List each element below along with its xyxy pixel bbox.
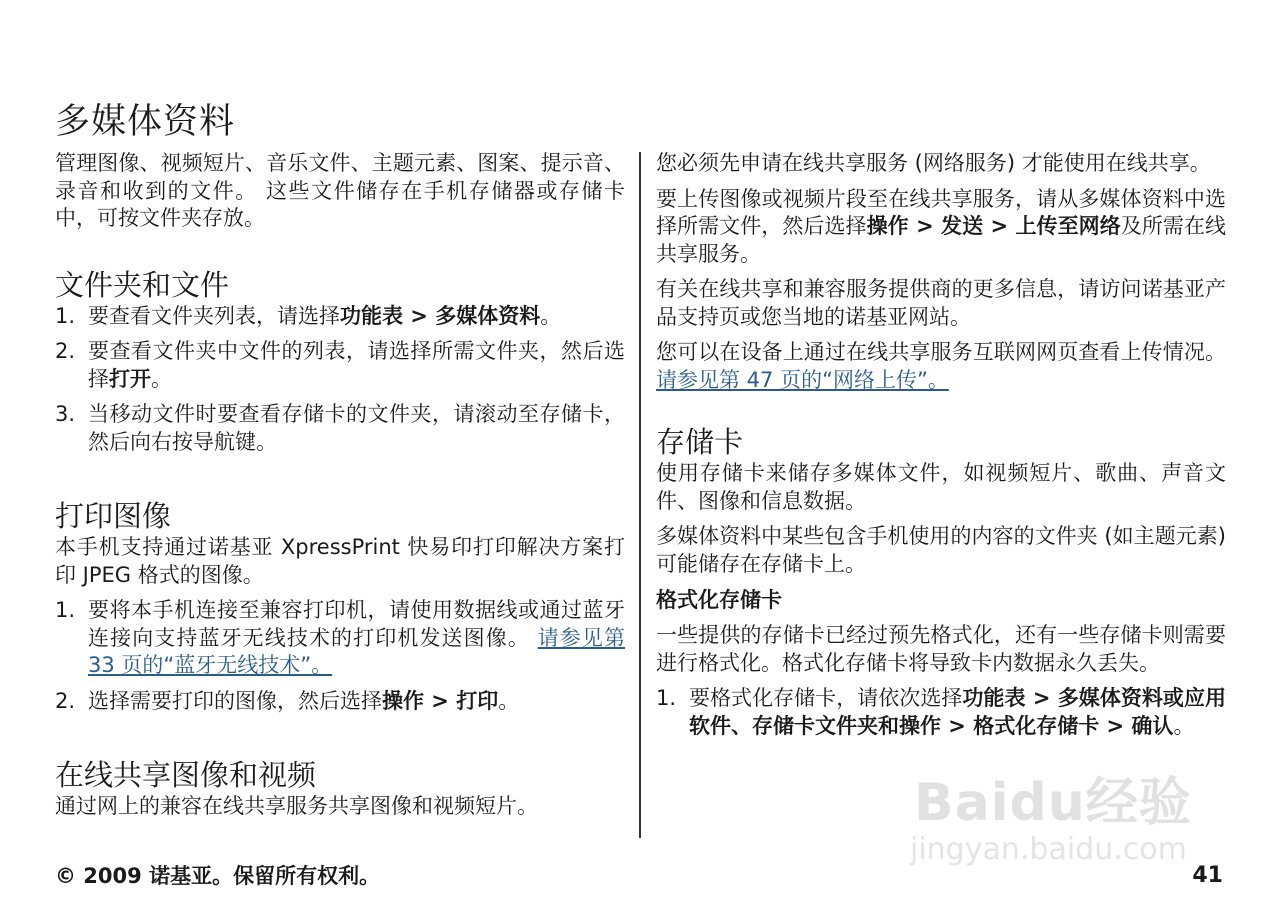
step-text: 要格式化存储卡，请依次选择 <box>689 686 963 710</box>
section-heading-folders: 文件夹和文件 <box>55 267 230 302</box>
format-paragraph: 一些提供的存储卡已经过预先格式化，还有一些存储卡则需要进行格式化。格式化存储卡将导致卡内数据永久丢失。 <box>656 623 1226 675</box>
section-heading-print: 打印图像 <box>55 499 172 533</box>
card-paragraph-2: 多媒体资料中某些包含手机使用的内容的文件夹 (如主题元素) 可能储存在存储卡上。 <box>656 524 1226 576</box>
paragraph-text: 您可以在设备上通过在线共享服务互联网网页查看上传情况。 <box>656 340 1226 364</box>
step-number: 1. <box>55 303 76 328</box>
paragraph-tail: 及所需在线共享服务。 <box>656 214 1226 266</box>
format-steps-list <box>656 685 1226 740</box>
step-number: 3. <box>55 402 76 426</box>
right-column <box>656 150 1226 748</box>
step-number: 1. <box>656 686 677 710</box>
share-paragraph-2 <box>656 186 1226 269</box>
step-tail: 。 <box>498 688 520 713</box>
step-tail: 。 <box>540 303 562 328</box>
section-heading-share: 在线共享图像和视频 <box>55 758 317 792</box>
left-column <box>55 150 625 829</box>
list-item <box>55 688 625 716</box>
watermark-logo: Baidu经验 <box>914 773 1192 833</box>
page-title: 多媒体资料 <box>55 102 236 142</box>
share-paragraph-4 <box>656 339 1226 394</box>
bluetooth-crossref-link[interactable]: 请参见第 33 页的“蓝牙无线技术”。 <box>88 625 625 677</box>
watermark-url: jingyan.baidu.com <box>910 832 1187 867</box>
step-number: 2. <box>55 339 76 363</box>
list-item <box>55 597 625 680</box>
share-paragraph-1: 您必须先申请在线共享服务 (网络服务) 才能使用在线共享。 <box>656 151 1211 175</box>
step-number: 2. <box>55 688 76 713</box>
share-intro-paragraph: 通过网上的兼容在线共享服务共享图像和视频短片。 <box>55 794 538 818</box>
list-item <box>656 685 1226 740</box>
step-text: 要查看文件夹中文件的列表，请选择所需文件夹，然后选择 <box>88 339 625 391</box>
menu-path: 功能表 > 多媒体资料或应用软件、存储卡文件夹和操作 > 格式化存储卡 > 确认 <box>689 686 1226 738</box>
paragraph-text: 要上传图像或视频片段至在线共享服务，请从多媒体资料中选择所需文件，然后选择 <box>656 186 1226 238</box>
intro-paragraph: 管理图像、视频短片、音乐文件、主题元素、图案、提示音、录音和收到的文件。 这些文件储存在手机存储器或存储卡中，可按文件夹存放。 <box>55 151 625 230</box>
section-heading-memory-card: 存储卡 <box>656 425 744 459</box>
menu-path: 功能表 > 多媒体资料 <box>340 303 541 328</box>
list-item <box>55 338 625 393</box>
step-text: 要查看文件夹列表，请选择 <box>88 303 340 328</box>
step-tail: 。 <box>151 366 172 391</box>
list-item <box>55 303 625 331</box>
print-steps-list <box>55 597 625 715</box>
column-divider <box>639 152 641 838</box>
share-paragraph-3: 有关在线共享和兼容服务提供商的更多信息，请访问诺基亚产品支持页或您当地的诺基亚网站。 <box>656 277 1226 329</box>
folders-steps-list <box>55 303 625 457</box>
menu-path: 打开 <box>109 366 151 391</box>
baidu-jingyan-watermark <box>908 760 1208 880</box>
page-number: 41 <box>1192 863 1223 888</box>
card-paragraph-1: 使用存储卡来储存多媒体文件，如视频短片、歌曲、声音文件、图像和信息数据。 <box>656 461 1226 513</box>
step-number: 1. <box>55 598 76 622</box>
print-intro-paragraph: 本手机支持通过诺基亚 XpressPrint 快易印打印解决方案打印 JPEG 格式的图像。 <box>55 535 625 587</box>
list-item <box>55 401 625 456</box>
menu-path: 操作 > 发送 > 上传至网络 <box>866 214 1121 238</box>
step-text: 当移动文件时要查看存储卡的文件夹，请滚动至存储卡，然后向右按导航键。 <box>88 402 625 454</box>
menu-path: 操作 > 打印 <box>382 688 499 713</box>
copyright-notice: © 2009 诺基亚。保留所有权利。 <box>55 864 381 888</box>
step-text: 选择需要打印的图像，然后选择 <box>88 688 382 713</box>
step-tail: 。 <box>1173 713 1195 738</box>
upload-crossref-link[interactable]: 请参见第 47 页的“网络上传”。 <box>656 367 949 392</box>
step-text: 要将本手机连接至兼容打印机，请使用数据线或通过蓝牙连接向支持蓝牙无线技术的打印机发送图像。 <box>88 598 625 650</box>
subheading-format-card: 格式化存储卡 <box>656 588 782 612</box>
